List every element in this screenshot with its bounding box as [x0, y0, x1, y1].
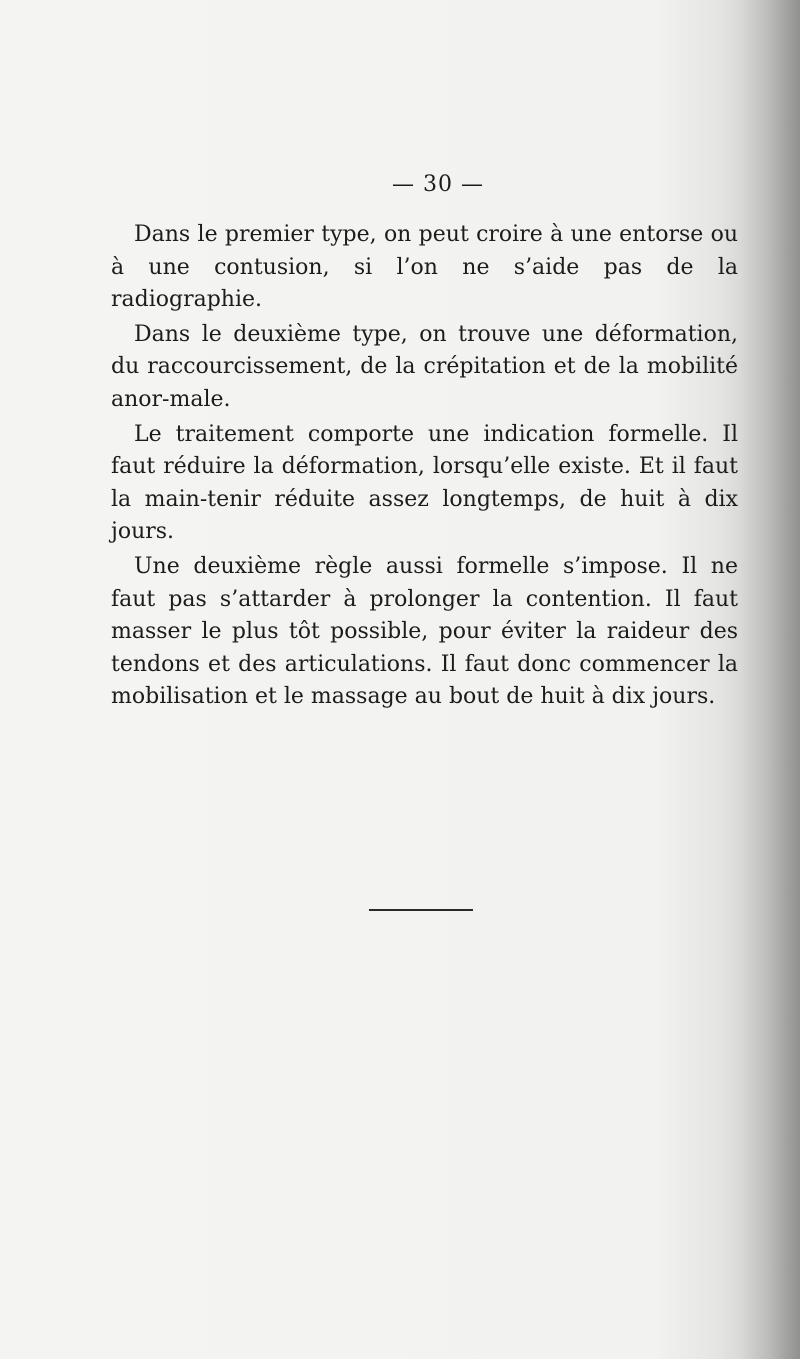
- page-number: — 30 —: [392, 172, 484, 197]
- end-of-section-rule: [369, 909, 473, 911]
- paragraph-3: Le traitement comporte une indication formelle. Il faut réduire la déformation, lorsqu’elle existe. Et il faut la main-tenir réduite assez longtemps, de huit à dix jours.: [111, 421, 738, 545]
- body-text: [111, 219, 738, 716]
- page-edge-shadow: [740, 0, 800, 1359]
- paragraph-1: Dans le premier type, on peut croire à une entorse ou à une contusion, si l’on ne s’aide pas de la radiographie.: [111, 222, 738, 313]
- paragraph-2: Dans le deuxième type, on trouve une déformation, du raccourcissement, de la crépitation et de la mobilité anor-male.: [111, 321, 738, 412]
- paragraph-4: Une deuxième règle aussi formelle s’impose. Il ne faut pas s’attarder à prolonger la contention. Il faut masser le plus tôt possible, pour éviter la raideur des tendons et des articulations. Il faut donc commencer la mobilisation et le massage au bout de huit à dix jours.: [111, 553, 738, 710]
